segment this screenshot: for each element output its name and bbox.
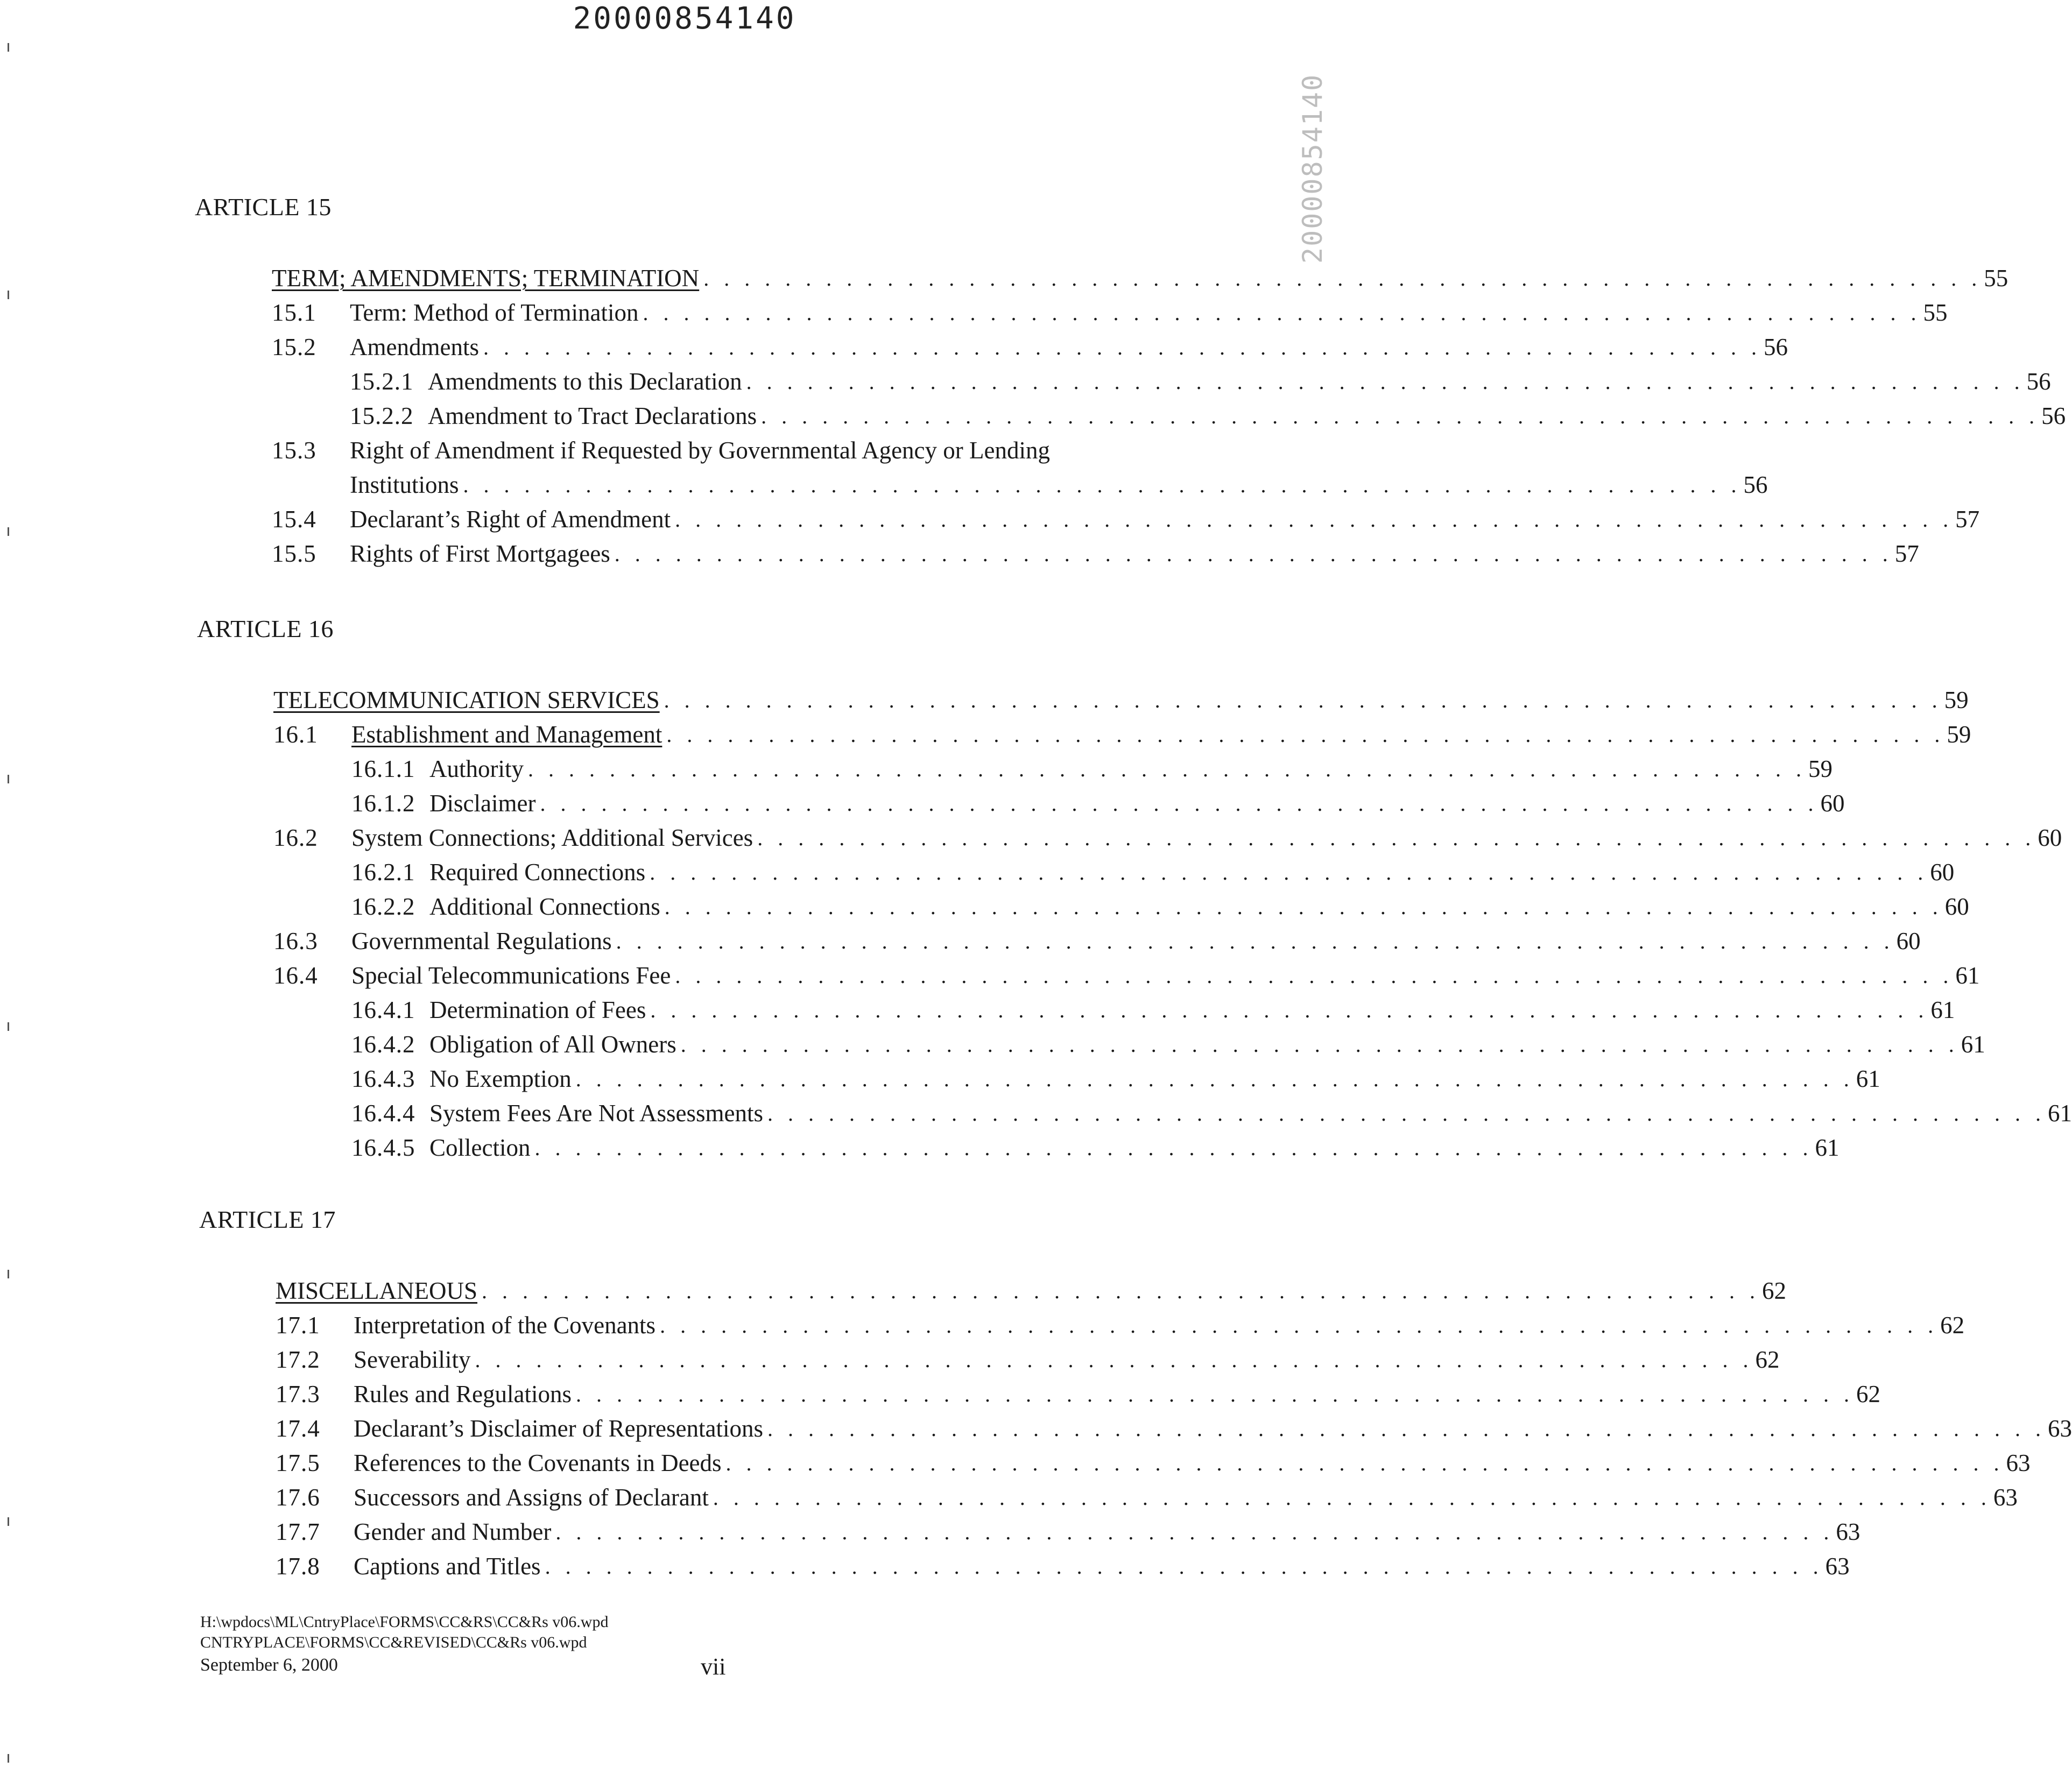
dot-leader: . . . . . . . . . . . . . . . . . . . . . . . . . . . . . . . . . . . . . . . . . . . . . . . . . . . . . . . . . . . . . . . — [666, 723, 1945, 747]
entry-number: 15.5 — [272, 540, 316, 567]
scan-mark — [8, 775, 9, 783]
scan-mark — [8, 1517, 9, 1526]
entry-title: Governmental Regulations — [351, 928, 612, 954]
page-number: 60 — [1820, 790, 1845, 817]
entry-title: Determination of Fees — [429, 996, 646, 1023]
entry-title: Additional Connections — [429, 893, 660, 920]
section-title: TERM; AMENDMENTS; TERMINATION — [272, 265, 700, 292]
entry-number: 17.4 — [276, 1415, 320, 1442]
dot-leader: . . . . . . . . . . . . . . . . . . . . . . . . . . . . . . . . . . . . . . . . . . . . . . . . . . . . . . . . . . . . . . . — [650, 860, 1928, 885]
entry-title: Collection — [429, 1134, 531, 1161]
entry-title: Interpretation of the Covenants — [354, 1312, 656, 1339]
page-number: 63 — [1836, 1518, 1860, 1545]
toc-entry[interactable] — [276, 1304, 1965, 1339]
entry-number: 17.6 — [276, 1484, 320, 1511]
toc-entry[interactable] — [273, 817, 2062, 851]
dot-leader: . . . . . . . . . . . . . . . . . . . . . . . . . . . . . . . . . . . . . . . . . . . . . . . . . . . . . . . . . . . . . . . — [675, 507, 1954, 532]
entry-title: Captions and Titles — [354, 1553, 541, 1580]
toc-subentry[interactable] — [351, 1023, 1985, 1058]
page-number: 57 — [1955, 506, 1980, 533]
page-number: 62 — [1940, 1312, 1965, 1339]
page-number: 63 — [1993, 1484, 2018, 1511]
toc-section-heading[interactable] — [273, 679, 1969, 713]
entry-title: Special Telecommunications Fee — [351, 962, 671, 989]
toc-subentry[interactable] — [351, 989, 1955, 1023]
entry-title: Disclaimer — [429, 790, 536, 817]
page-number: 60 — [1896, 928, 1921, 954]
page-number: 61 — [1930, 996, 1955, 1023]
dot-leader: . . . . . . . . . . . . . . . . . . . . . . . . . . . . . . . . . . . . . . . . . . . . . . . . . . . . . . . . . . . . . . . — [555, 1520, 1834, 1544]
entry-number: 16.2.1 — [351, 859, 415, 886]
entry-number: 15.2 — [272, 334, 316, 360]
toc-entry[interactable] — [272, 429, 1187, 463]
dot-leader: . . . . . . . . . . . . . . . . . . . . . . . . . . . . . . . . . . . . . . . . . . . . . . . . . . . . . . . . . . . . . . . — [616, 929, 1894, 953]
toc-entry[interactable] — [276, 1339, 1780, 1373]
dot-leader: . . . . . . . . . . . . . . . . . . . . . . . . . . . . . . . . . . . . . . . . . . . . . . . . . . . . . . . . . . . . . . . — [540, 791, 1819, 816]
dot-leader: . . . . . . . . . . . . . . . . . . . . . . . . . . . . . . . . . . . . . . . . . . . . . . . . . . . . . . . . . . . . . . . — [761, 404, 2040, 428]
page-number: 55 — [1923, 299, 1948, 326]
entry-number: 16.1.1 — [351, 755, 415, 782]
page-number: 62 — [1755, 1346, 1780, 1373]
entry-number: 16.2.2 — [351, 893, 415, 920]
dot-leader: . . . . . . . . . . . . . . . . . . . . . . . . . . . . . . . . . . . . . . . . . . . . . . . . . . . . . . . . . . . . . . . — [713, 1486, 1991, 1510]
page-number: 60 — [1944, 893, 1969, 920]
toc-entry[interactable] — [276, 1545, 1850, 1580]
scan-mark — [8, 291, 9, 299]
page-number: 61 — [1961, 1031, 1985, 1058]
toc-subentry[interactable] — [351, 1058, 1880, 1092]
page-number: 59 — [1947, 721, 1971, 748]
entry-number: 16.4.4 — [351, 1100, 415, 1127]
dot-leader: . . . . . . . . . . . . . . . . . . . . . . . . . . . . . . . . . . . . . . . . . . . . . . . . . . . . . . . . . . . . . . . — [475, 1348, 1753, 1372]
entry-number: 16.4 — [273, 962, 318, 989]
scan-mark — [8, 1270, 9, 1278]
toc-subentry[interactable] — [350, 395, 2066, 429]
entry-title: Declarant’s Disclaimer of Representations — [354, 1415, 763, 1442]
entry-title: Obligation of All Owners — [429, 1031, 676, 1058]
dot-leader: . . . . . . . . . . . . . . . . . . . . . . . . . . . . . . . . . . . . . . . . . . . . . . . . . . . . . . . . . . . . . . . — [660, 1313, 1939, 1338]
toc-entry[interactable] — [276, 1373, 1880, 1408]
toc-entry[interactable] — [276, 1442, 2031, 1476]
entry-title: Amendments to this Declaration — [428, 368, 742, 395]
entry-title: Rules and Regulations — [354, 1381, 572, 1408]
scan-mark — [8, 43, 9, 52]
toc-entry[interactable] — [272, 533, 1919, 567]
page-number: 62 — [1762, 1277, 1787, 1304]
entry-number: 16.2 — [273, 824, 318, 851]
page-number: 59 — [1944, 687, 1969, 713]
footer-path-2: CNTRYPLACE\FORMS\CC&REVISED\CC&Rs v06.wpd — [200, 1633, 587, 1651]
dot-leader: . . . . . . . . . . . . . . . . . . . . . . . . . . . . . . . . . . . . . . . . . . . . . . . . . . . . . . . . . . . . . . . — [482, 1279, 1760, 1303]
dot-leader: . . . . . . . . . . . . . . . . . . . . . . . . . . . . . . . . . . . . . . . . . . . . . . . . . . . . . . . . . . . . . . . — [664, 688, 1942, 712]
entry-number: 16.1 — [273, 721, 318, 748]
entry-title: References to the Covenants in Deeds — [354, 1449, 722, 1476]
entry-title: Right of Amendment if Requested by Governmental Agency or Lending — [350, 437, 1050, 464]
entry-title: Required Connections — [429, 859, 646, 886]
dot-leader: . . . . . . . . . . . . . . . . . . . . . . . . . . . . . . . . . . . . . . . . . . . . . . . . . . . . . . . . . . . . . . . — [614, 542, 1893, 566]
entry-number: 16.3 — [273, 928, 318, 954]
page-number: 62 — [1856, 1381, 1880, 1408]
toc-section-heading[interactable] — [272, 257, 2008, 292]
dot-leader: . . . . . . . . . . . . . . . . . . . . . . . . . . . . . . . . . . . . . . . . . . . . . . . . . . . . . . . . . . . . . . . — [528, 757, 1806, 781]
article-heading: ARTICLE 17 — [199, 1206, 336, 1233]
page-number: 61 — [1856, 1065, 1880, 1092]
page-number: 56 — [2026, 368, 2051, 395]
entry-number: 17.7 — [276, 1518, 320, 1545]
dot-leader: . . . . . . . . . . . . . . . . . . . . . . . . . . . . . . . . . . . . . . . . . . . . . . . . . . . . . . . . . . . . . . . — [757, 826, 2036, 850]
entry-title: Rights of First Mortgagees — [350, 540, 610, 567]
entry-number: 16.4.1 — [351, 996, 415, 1023]
entry-title: Declarant’s Right of Amendment — [350, 506, 671, 533]
dot-leader: . . . . . . . . . . . . . . . . . . . . . . . . . . . . . . . . . . . . . . . . . . . . . . . . . . . . . . . . . . . . . . . — [643, 301, 1921, 325]
toc-entry-continuation[interactable] — [272, 464, 1768, 498]
entry-title: System Connections; Additional Services — [351, 824, 753, 851]
toc-subentry[interactable] — [350, 360, 2051, 395]
dot-leader: . . . . . . . . . . . . . . . . . . . . . . . . . . . . . . . . . . . . . . . . . . . . . . . . . . . . . . . . . . . . . . . — [575, 1382, 1854, 1406]
entry-number: 16.4.5 — [351, 1134, 415, 1161]
page-number: 56 — [1763, 334, 1788, 360]
entry-title: System Fees Are Not Assessments — [429, 1100, 764, 1127]
entry-number: 16.1.2 — [351, 790, 415, 817]
entry-number: 17.8 — [276, 1553, 320, 1580]
entry-title: Gender and Number — [354, 1518, 552, 1545]
dot-leader: . . . . . . . . . . . . . . . . . . . . . . . . . . . . . . . . . . . . . . . . . . . . . . . . . . . . . . . . . . . . . . . — [483, 335, 1761, 359]
entry-number: 15.3 — [272, 437, 316, 464]
scan-mark — [8, 1022, 9, 1031]
entry-title: Successors and Assigns of Declarant — [354, 1484, 709, 1511]
entry-number: 17.2 — [276, 1346, 320, 1373]
dot-leader: . . . . . . . . . . . . . . . . . . . . . . . . . . . . . . . . . . . . . . . . . . . . . . . . . . . . . . . . . . . . . . . — [680, 1033, 1959, 1057]
entry-number: 17.1 — [276, 1312, 320, 1339]
entry-title: No Exemption — [429, 1065, 572, 1092]
document-id: 20000854140 — [573, 1, 797, 36]
toc-entry[interactable] — [273, 920, 1921, 954]
toc-subentry[interactable] — [351, 748, 1833, 782]
entry-title: Authority — [429, 755, 524, 782]
toc-subentry[interactable] — [351, 886, 1969, 920]
article-heading: ARTICLE 15 — [195, 193, 332, 221]
entry-title: Establishment and Management — [351, 721, 663, 748]
article-heading: ARTICLE 16 — [197, 615, 334, 642]
entry-number: 15.2.1 — [350, 368, 414, 395]
toc-entry[interactable] — [276, 1511, 1860, 1545]
page-number: 56 — [1743, 471, 1768, 498]
dot-leader: . . . . . . . . . . . . . . . . . . . . . . . . . . . . . . . . . . . . . . . . . . . . . . . . . . . . . . . . . . . . . . . — [664, 895, 1943, 919]
entry-number: 17.5 — [276, 1449, 320, 1476]
footer-path-1: H:\wpdocs\ML\CntryPlace\FORMS\CC&RS\CC&Rs v06.wpd — [200, 1613, 609, 1631]
section-title: TELECOMMUNICATION SERVICES — [273, 687, 660, 713]
page-number: 60 — [1930, 859, 1955, 886]
dot-leader: . . . . . . . . . . . . . . . . . . . . . . . . . . . . . . . . . . . . . . . . . . . . . . . . . . . . . . . . . . . . . . . — [725, 1451, 2004, 1475]
page-number-footer: vii — [701, 1653, 726, 1680]
toc-section-heading[interactable] — [276, 1270, 1787, 1304]
entry-title-continuation: Institutions — [350, 471, 459, 498]
toc-entry[interactable] — [276, 1476, 2018, 1511]
page-number: 63 — [2006, 1449, 2031, 1476]
page-number: 59 — [1808, 755, 1833, 782]
entry-title: Amendments — [350, 334, 479, 360]
page-number: 56 — [2041, 402, 2066, 429]
toc-entry[interactable] — [273, 713, 1971, 748]
dot-leader: . . . . . . . . . . . . . . . . . . . . . . . . . . . . . . . . . . . . . . . . . . . . . . . . . . . . . . . . . . . . . . . — [703, 266, 1982, 291]
dot-leader: . . . . . . . . . . . . . . . . . . . . . . . . . . . . . . . . . . . . . . . . . . . . . . . . . . . . . . . . . . . . . . . — [463, 473, 1742, 497]
toc-entry[interactable] — [272, 326, 1788, 360]
entry-number: 17.3 — [276, 1381, 320, 1408]
toc-subentry[interactable] — [351, 1092, 2072, 1127]
entry-title: Term: Method of Termination — [350, 299, 639, 326]
entry-number: 15.1 — [272, 299, 316, 326]
entry-number: 16.4.2 — [351, 1031, 415, 1058]
dot-leader: . . . . . . . . . . . . . . . . . . . . . . . . . . . . . . . . . . . . . . . . . . . . . . . . . . . . . . . . . . . . . . . — [746, 370, 2025, 394]
entry-title: Amendment to Tract Declarations — [428, 402, 757, 429]
dot-leader: . . . . . . . . . . . . . . . . . . . . . . . . . . . . . . . . . . . . . . . . . . . . . . . . . . . . . . . . . . . . . . . — [534, 1136, 1813, 1160]
toc-subentry[interactable] — [351, 851, 1955, 886]
page-number: 61 — [1955, 962, 1980, 989]
toc-entry[interactable] — [273, 954, 1980, 989]
entry-number: 16.4.3 — [351, 1065, 415, 1092]
page-number: 60 — [2038, 824, 2062, 851]
dot-leader: . . . . . . . . . . . . . . . . . . . . . . . . . . . . . . . . . . . . . . . . . . . . . . . . . . . . . . . . . . . . . . . — [767, 1101, 2046, 1126]
dot-leader: . . . . . . . . . . . . . . . . . . . . . . . . . . . . . . . . . . . . . . . . . . . . . . . . . . . . . . . . . . . . . . . — [575, 1067, 1854, 1091]
entry-number: 15.2.2 — [350, 402, 414, 429]
page-number: 55 — [1984, 265, 2008, 292]
dot-leader: . . . . . . . . . . . . . . . . . . . . . . . . . . . . . . . . . . . . . . . . . . . . . . . . . . . . . . . . . . . . . . . — [650, 998, 1929, 1022]
side-stamp: 20000854140 — [1297, 73, 1328, 264]
scan-mark — [8, 527, 9, 536]
dot-leader: . . . . . . . . . . . . . . . . . . . . . . . . . . . . . . . . . . . . . . . . . . . . . . . . . . . . . . . . . . . . . . . — [767, 1417, 2046, 1441]
footer-date: September 6, 2000 — [200, 1655, 338, 1675]
entry-title: Severability — [354, 1346, 471, 1373]
toc-subentry[interactable] — [351, 1127, 1840, 1161]
page-number: 61 — [1815, 1134, 1840, 1161]
page-number: 63 — [1825, 1553, 1850, 1580]
toc-entry[interactable] — [276, 1408, 2072, 1442]
entry-number: 15.4 — [272, 506, 316, 533]
toc-entry[interactable] — [272, 292, 1948, 326]
dot-leader: . . . . . . . . . . . . . . . . . . . . . . . . . . . . . . . . . . . . . . . . . . . . . . . . . . . . . . . . . . . . . . . — [545, 1554, 1823, 1579]
toc-subentry[interactable] — [351, 782, 1845, 817]
page-number: 57 — [1894, 540, 1919, 567]
page-number: 61 — [2048, 1100, 2072, 1127]
toc-entry[interactable] — [272, 498, 1980, 533]
dot-leader: . . . . . . . . . . . . . . . . . . . . . . . . . . . . . . . . . . . . . . . . . . . . . . . . . . . . . . . . . . . . . . . — [675, 964, 1954, 988]
page-number: 63 — [2047, 1415, 2072, 1442]
section-title: MISCELLANEOUS — [276, 1277, 478, 1304]
scan-mark — [8, 1754, 9, 1763]
